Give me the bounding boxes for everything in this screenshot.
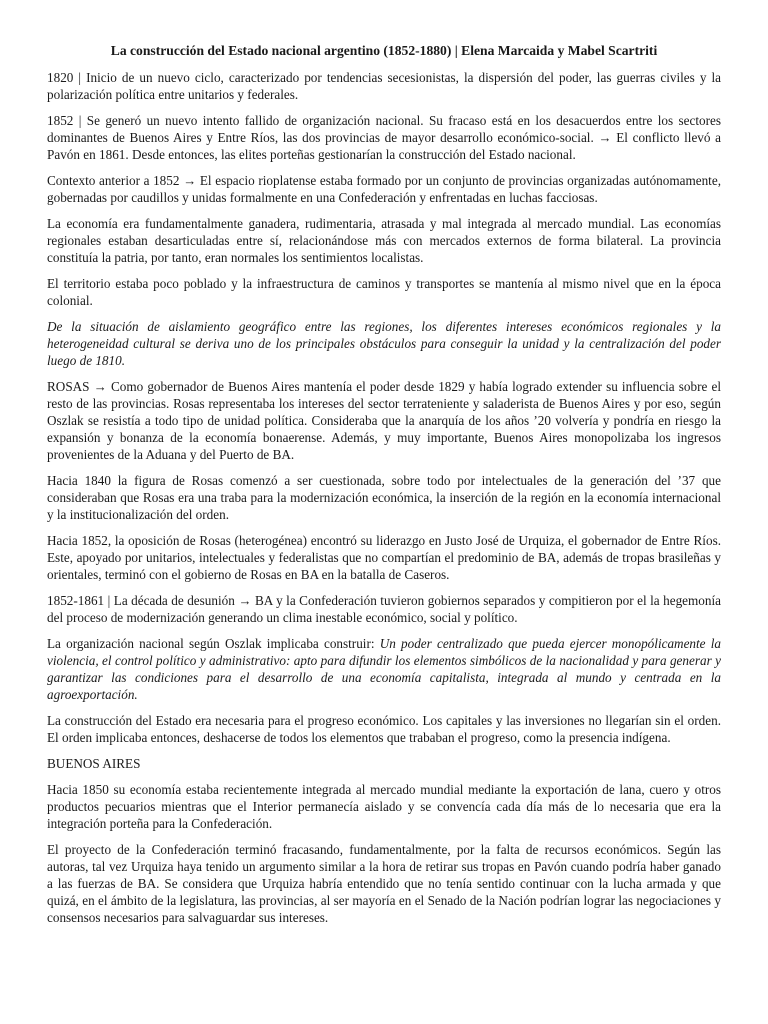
paragraph-1820: 1820 | Inicio de un nuevo ciclo, caracterizado por tendencias secesionistas, la dispersión del poder, las guerras civiles y la polarización política entre unitarios y federales.	[47, 70, 721, 102]
paragraph-isolation-italic: De la situación de aislamiento geográfico entre las regiones, los diferentes intereses económicos regionales y la heterogeneidad cultural se deriva uno de los principales obstáculos para conseguir la unidad y la centralización del poder luego de 1810.	[47, 319, 721, 368]
oszlak-lead: La organización nacional según Oszlak implicaba construir:	[47, 636, 380, 651]
paragraph-urquiza: Hacia 1852, la oposición de Rosas (heterogénea) encontró su liderazgo en Justo José de Urquiza, el gobernador de Entre Ríos. Este, apoyado por unitarios, intelectuales y federalistas que no compartían el predominio de BA, además de tropas brasileñas y orientales, terminó con el gobierno de Rosas en BA en la batalla de Caseros.	[47, 533, 721, 582]
paragraph-desunion: 1852-1861 | La década de desunión → BA y la Confederación tuvieron gobiernos separados y compitieron por el la hegemonía del proceso de modernización generando un clima inestable económico, social y político.	[47, 593, 721, 625]
paragraph-1840: Hacia 1840 la figura de Rosas comenzó a ser cuestionada, sobre todo por intelectuales de la generación del ’37 que consideraban que Rosas era una traba para la modernización económica, la inserción de la región en la economía internacional y la institucionalización del orden.	[47, 473, 721, 522]
paragraph-oszlak	[47, 635, 721, 703]
paragraph-1850: Hacia 1850 su economía estaba recientemente integrada al mercado mundial mediante la exportación de lana, cuero y otros productos pecuarios mientras que el Interior permanecía aislado y se convencía cada día más de lo necesaria que era la integración porteña para la Confederación.	[47, 782, 721, 831]
paragraph-estado: La construcción del Estado era necesaria para el progreso económico. Los capitales y las inversiones no llegarían sin el orden. El orden implicaba entonces, deshacerse de todos los elementos que trababan el progreso, como la presencia indígena.	[47, 713, 721, 745]
document-title: La construcción del Estado nacional argentino (1852-1880) | Elena Marcaida y Mabel Scartriti	[110, 43, 658, 58]
paragraph-context: Contexto anterior a 1852 → El espacio rioplatense estaba formado por un conjunto de provincias organizadas autónomamente, gobernadas por caudillos y unidas formalmente en una Confederación y enfrentadas en luchas facciosas.	[47, 173, 721, 205]
section-heading-buenos-aires: BUENOS AIRES	[47, 756, 141, 771]
paragraph-rosas: ROSAS → Como gobernador de Buenos Aires mantenía el poder desde 1829 y había logrado extender su influencia sobre el resto de las provincias. Rosas representaba los intereses del sector terrateniente y saladerista de Buenos Aires y por eso, según Oszlak se resistía a todo tipo de unidad política. Consideraba que la anarquía de los años ’20 volvería y pondría en riesgo la expansión y bonanza de la economía bonaerense. Además, y muy importante, Buenos Aires monopolizaba los ingresos provenientes de la Aduana y del Puerto de BA.	[47, 379, 721, 462]
paragraph-economy: La economía era fundamentalmente ganadera, rudimentaria, atrasada y mal integrada al mercado mundial. Las economías regionales estaban desarticuladas entre sí, relacionándose más con mercados externos de forma bilateral. La provincia constituía la patria, por tanto, eran normales los sentimientos localistas.	[47, 216, 721, 265]
paragraph-territory: El territorio estaba poco poblado y la infraestructura de caminos y transportes se mantenía al mismo nivel que en la época colonial.	[47, 276, 721, 308]
paragraph-1852: 1852 | Se generó un nuevo intento fallido de organización nacional. Su fracaso está en los desacuerdos entre los sectores dominantes de Buenos Aires y Entre Ríos, las dos provincias de mayor desarrollo económico-social. → El conflicto llevó a Pavón en 1861. Desde entonces, las elites porteñas gestionarían la construcción del Estado nacional.	[47, 113, 721, 162]
document-page	[47, 42, 721, 935]
oszlak-quote: Un poder centralizado que pueda ejercer monopólicamente la violencia, el control político y administrativo: apto para difundir los elementos simbólicos de la nacionalidad y para generar y garantizar las condiciones para el desarrollo de una economía capitalista, integrada al mundo y centrada en la agroexportación.	[47, 636, 721, 702]
paragraph-confederacion: El proyecto de la Confederación terminó fracasando, fundamentalmente, por la falta de recursos económicos. Según las autoras, tal vez Urquiza haya tenido un argumento similar a la hora de retirar sus tropas en Pavón cuando podría haber ganado a las fuerzas de BA. Se considera que Urquiza habría entendido que no tenía sentido continuar con la lucha armada y que quizá, en el ámbito de la legislatura, las provincias, al ser mayoría en el Senado de la Nación podrían lograr las negociaciones y consensos necesarios para salvaguardar sus intereses.	[47, 842, 721, 925]
